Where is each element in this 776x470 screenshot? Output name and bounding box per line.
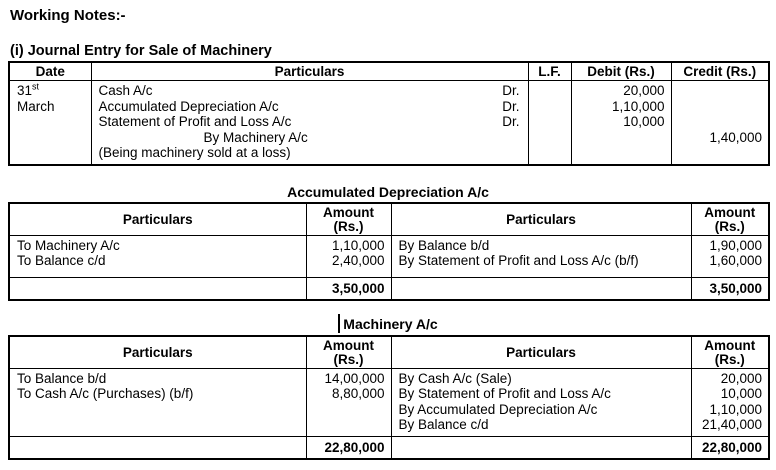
empty-line bbox=[672, 99, 769, 115]
empty-cell bbox=[391, 436, 691, 459]
ledger-amount: 1,10,000 bbox=[709, 401, 762, 417]
debit-amount-cell bbox=[306, 368, 391, 436]
accumulated-depreciation-table bbox=[8, 202, 770, 301]
journal-debit-amount: 10,000 bbox=[623, 114, 665, 129]
journal-date-month: March bbox=[17, 98, 55, 114]
ledger-amount: 1,90,000 bbox=[709, 237, 762, 253]
journal-header-particulars: Particulars bbox=[91, 62, 528, 81]
ledger-header-particulars-left: Particulars bbox=[9, 336, 306, 369]
empty-cell bbox=[9, 436, 306, 459]
journal-date-cell bbox=[9, 81, 91, 165]
debit-total: 3,50,000 bbox=[306, 277, 391, 300]
journal-particulars-line: Cash A/c Dr. bbox=[98, 83, 520, 98]
journal-narration-line: (Being machinery sold at a loss) bbox=[98, 145, 291, 160]
debit-amount-cell bbox=[306, 235, 391, 277]
ledger-total-row bbox=[9, 436, 769, 459]
credit-total: 22,80,000 bbox=[691, 436, 769, 459]
journal-lf-cell bbox=[528, 81, 571, 165]
ledger-header-amount-right: Amount (Rs.) bbox=[691, 336, 769, 369]
journal-header-date: Date bbox=[9, 62, 91, 81]
ledger-entry: By Cash A/c (Sale) bbox=[398, 370, 512, 386]
journal-debit-cell bbox=[571, 81, 671, 165]
machinery-table bbox=[8, 335, 770, 460]
debit-total: 22,80,000 bbox=[306, 436, 391, 459]
ledger-entry: To Balance b/d bbox=[17, 370, 107, 386]
ledger-header-particulars-right: Particulars bbox=[391, 203, 691, 236]
journal-header-row bbox=[9, 62, 769, 81]
ledger-amount: 21,40,000 bbox=[701, 417, 762, 432]
journal-particulars-line: Accumulated Depreciation A/c Dr. bbox=[98, 98, 520, 114]
empty-line bbox=[672, 114, 769, 130]
ledger-header-particulars-right: Particulars bbox=[391, 336, 691, 369]
journal-date-day: 31st bbox=[17, 81, 40, 98]
text-cursor-mark bbox=[338, 314, 340, 333]
ledger-amount: 2,40,000 bbox=[331, 253, 385, 268]
journal-entry-table bbox=[8, 61, 770, 166]
ledger-entry: By Statement of Profit and Loss A/c (b/f) bbox=[398, 253, 639, 268]
ledger-entry: To Machinery A/c bbox=[17, 237, 120, 253]
credit-amount-cell bbox=[691, 368, 769, 436]
journal-debit-amount: 20,000 bbox=[623, 83, 665, 98]
journal-particulars-line: Statement of Profit and Loss A/c Dr. bbox=[98, 114, 520, 129]
ledger-amount: 20,000 bbox=[720, 370, 762, 386]
journal-particulars-cell bbox=[91, 81, 528, 165]
journal-credit-cell bbox=[671, 81, 769, 165]
ledger-entry: By Balance c/d bbox=[398, 417, 489, 432]
ledger-header-amount-right: Amount (Rs.) bbox=[691, 203, 769, 236]
ledger-entry: To Cash A/c (Purchases) (b/f) bbox=[17, 386, 194, 401]
debit-particulars-cell bbox=[9, 235, 306, 277]
ledger-amount: 1,60,000 bbox=[709, 253, 762, 268]
empty-line bbox=[672, 83, 769, 99]
journal-section-heading: (i) Journal Entry for Sale of Machinery bbox=[10, 43, 272, 59]
ledger-entry: By Accumulated Depreciation A/c bbox=[398, 401, 598, 417]
journal-debit-amount: 1,10,000 bbox=[611, 98, 665, 114]
ledger-amount: 10,000 bbox=[720, 386, 762, 401]
page-title: Working Notes:- bbox=[10, 7, 126, 24]
debit-particulars-cell bbox=[9, 368, 306, 436]
accumulated-depreciation-title: Accumulated Depreciation A/c bbox=[287, 183, 489, 200]
credit-particulars-cell bbox=[391, 368, 691, 436]
ledger-entry: By Balance b/d bbox=[398, 237, 490, 253]
credit-particulars-cell bbox=[391, 235, 691, 277]
credit-total: 3,50,000 bbox=[691, 277, 769, 300]
credit-amount-cell bbox=[691, 235, 769, 277]
journal-header-credit: Credit (Rs.) bbox=[671, 62, 769, 81]
journal-header-debit: Debit (Rs.) bbox=[571, 62, 671, 81]
ledger-body-row bbox=[9, 235, 769, 277]
ledger-entry: By Statement of Profit and Loss A/c bbox=[398, 386, 611, 401]
ledger-header-amount-left: Amount (Rs.) bbox=[306, 203, 391, 236]
ledger-header-row bbox=[9, 203, 769, 236]
ledger-header-row bbox=[9, 336, 769, 369]
ledger-body-row bbox=[9, 368, 769, 436]
ledger-amount: 14,00,000 bbox=[324, 370, 385, 386]
ordinal-suffix: st bbox=[32, 81, 40, 92]
ledger-header-amount-left: Amount (Rs.) bbox=[306, 336, 391, 369]
journal-body-row bbox=[9, 81, 769, 165]
journal-header-lf: L.F. bbox=[528, 62, 571, 81]
ledger-entry: To Balance c/d bbox=[17, 253, 106, 268]
empty-cell bbox=[391, 277, 691, 300]
ledger-total-row bbox=[9, 277, 769, 300]
ledger-header-particulars-left: Particulars bbox=[9, 203, 306, 236]
ledger-amount: 8,80,000 bbox=[331, 386, 385, 401]
machinery-title: Machinery A/c bbox=[0, 314, 776, 333]
empty-cell bbox=[9, 277, 306, 300]
journal-credit-amount: 1,40,000 bbox=[709, 129, 762, 145]
journal-credit-entry-line: By Machinery A/c bbox=[203, 129, 308, 145]
ledger-amount: 1,10,000 bbox=[331, 237, 385, 253]
